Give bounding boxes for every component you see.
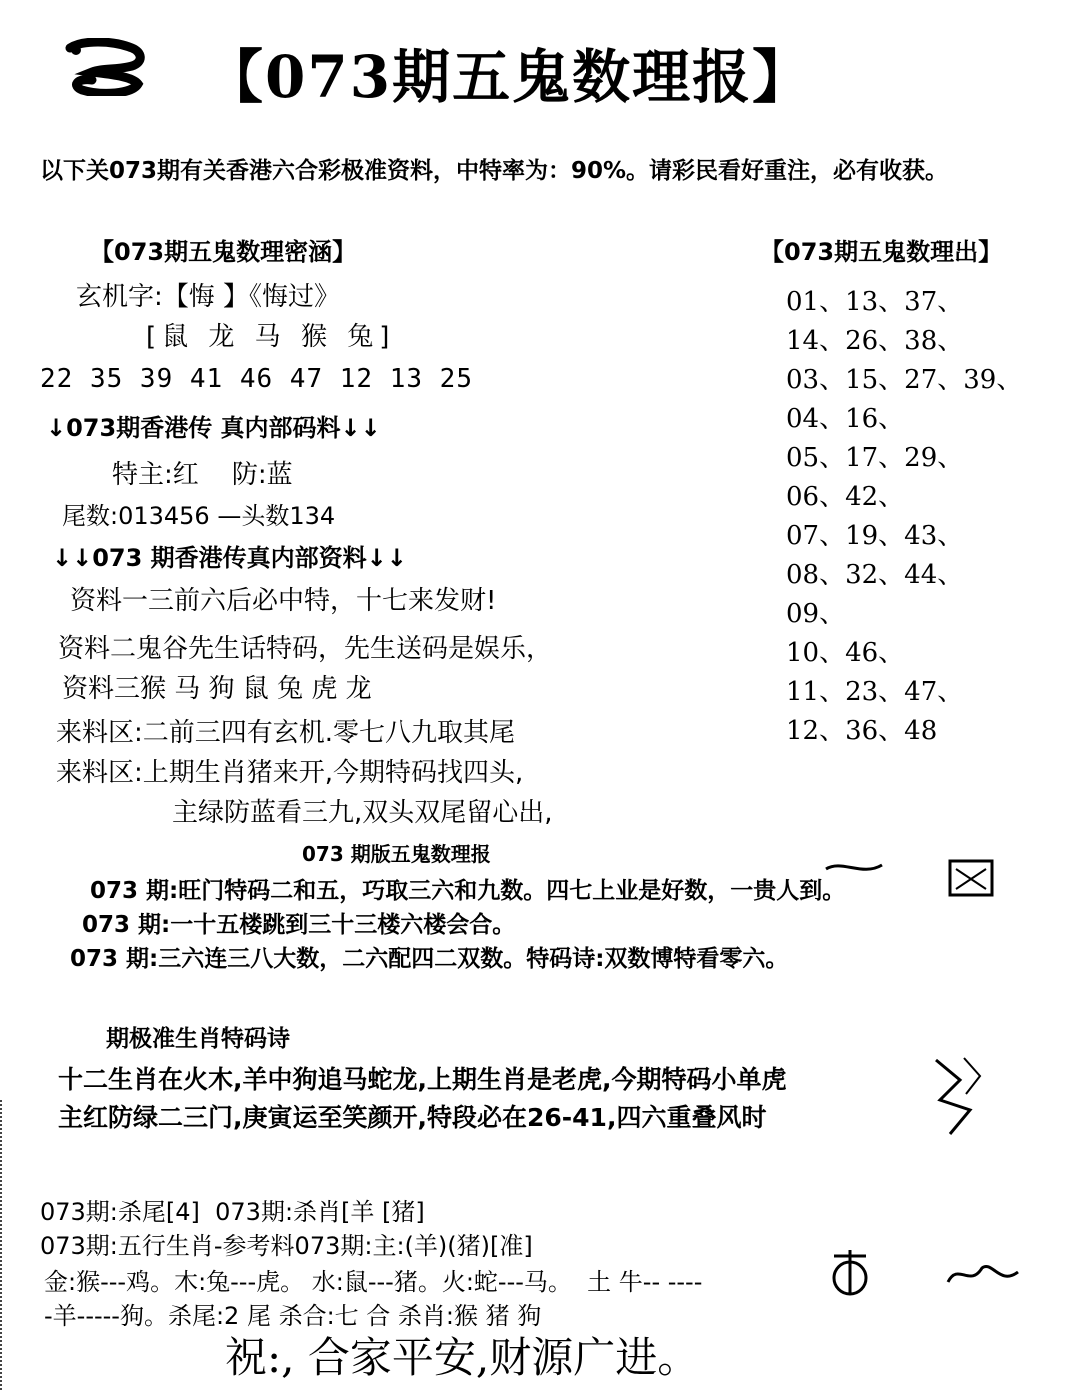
poem-line-2: 主红防绿二三门,庚寅运至笑颜开,特段必在26-41,四六重叠风时: [58, 1103, 767, 1132]
bottom-line-1: 073期:杀尾[4] 073期:杀肖[羊 [猪]: [40, 1198, 425, 1226]
poem-header: 期极准生肖特码诗: [106, 1026, 290, 1052]
intro-text: 以下关073期有关香港六合彩极准资料，中特率为：90%。请彩民看好重注，必有收获。: [40, 158, 949, 184]
laiqu-line-1: 来料区:二前三四有玄机.零七八九取其尾: [56, 718, 516, 748]
number-row: 11、23、47、: [786, 677, 964, 707]
poem-line-1: 十二生肖在火木,羊中狗追马蛇龙,上期生肖是老虎,今期特码小单虎: [58, 1065, 787, 1094]
data-line-2: 资料二鬼谷先生话特码，先生送码是娱乐，: [58, 634, 553, 664]
number-row: 06、42、: [786, 482, 905, 512]
mid-line-3: 073 期:三六连三八大数，二六配四二双数。特码诗:双数博特看零六。: [70, 946, 789, 972]
number-row: 08、32、44、: [786, 560, 964, 590]
number-row: 09、: [786, 599, 846, 629]
numbers-column: [786, 283, 1022, 751]
zodiac-line: [鼠 龙 马 猴 兔]: [146, 322, 396, 352]
main-color-line: 特主:红 防:蓝: [112, 460, 293, 490]
mid-line-2: 073 期:一十五楼跳到三十三楼六楼会合。: [82, 912, 516, 938]
mid-line-1: 073 期:旺门特码二和五，巧取三六和九数。四七上业是好数，一贵人到。: [90, 878, 846, 904]
logo-icon: [62, 38, 148, 96]
tails-line: 尾数:013456 —头数134: [62, 502, 336, 530]
xuanji-line: 玄机字:【悔 】《悔过》: [76, 282, 341, 312]
number-row: 05、17、29、: [786, 443, 964, 473]
number-row: 01、13、37、: [786, 287, 964, 317]
bottom-line-2: 073期:五行生肖-参考料073期:主:(羊)(猪)[准]: [40, 1232, 533, 1260]
number-row: 07、19、43、: [786, 521, 964, 551]
mid-subtitle: 073 期版五鬼数理报: [302, 842, 491, 866]
bottom-line-3: 金:猴---鸡。木:兔---虎。 水:鼠---猪。火:蛇---马。 土 牛-- ----: [44, 1268, 703, 1296]
page-title: 【073期五鬼数理报】: [205, 43, 813, 111]
number-row: 04、16、: [786, 404, 905, 434]
dotted-border: [0, 1100, 6, 1390]
data-line-3: 资料三猴 马 狗 鼠 兔 虎 龙: [62, 674, 372, 704]
number-row: 12、36、48: [786, 716, 938, 746]
scribble-mark: [944, 1258, 1024, 1292]
scribble-mark: [930, 1050, 990, 1140]
number-row: 03、15、27、39、: [786, 365, 1023, 395]
laiqu-line-2: 来料区:上期生肖猪来开,今期特码找四头,: [56, 758, 524, 788]
numbers-line: 22 35 39 41 46 47 12 13 25: [40, 364, 473, 394]
inside-info-1: ↓073期香港传 真内部码料↓↓: [46, 414, 381, 442]
blessing-text: 祝:, 合家平安,财源广进。: [225, 1333, 700, 1382]
bottom-line-4: -羊-----狗。杀尾:2 尾 杀合:七 合 杀肖:猴 猪 狗: [44, 1302, 542, 1330]
number-row: 14、26、38、: [786, 326, 964, 356]
inside-info-2: ↓↓073 期香港传真内部资料↓↓: [52, 544, 407, 572]
scribble-mark: [826, 1248, 878, 1300]
right-header: 【073期五鬼数理出】: [760, 238, 1003, 266]
scribble-mark: [822, 855, 1022, 905]
left-header: 【073期五鬼数理密涵】: [90, 238, 357, 266]
laiqu-line-3: 主绿防蓝看三九,双头双尾留心出,: [172, 798, 553, 828]
number-row: 10、46、: [786, 638, 905, 668]
data-line-1: 资料一三前六后必中特，十七来发财!: [70, 586, 497, 616]
